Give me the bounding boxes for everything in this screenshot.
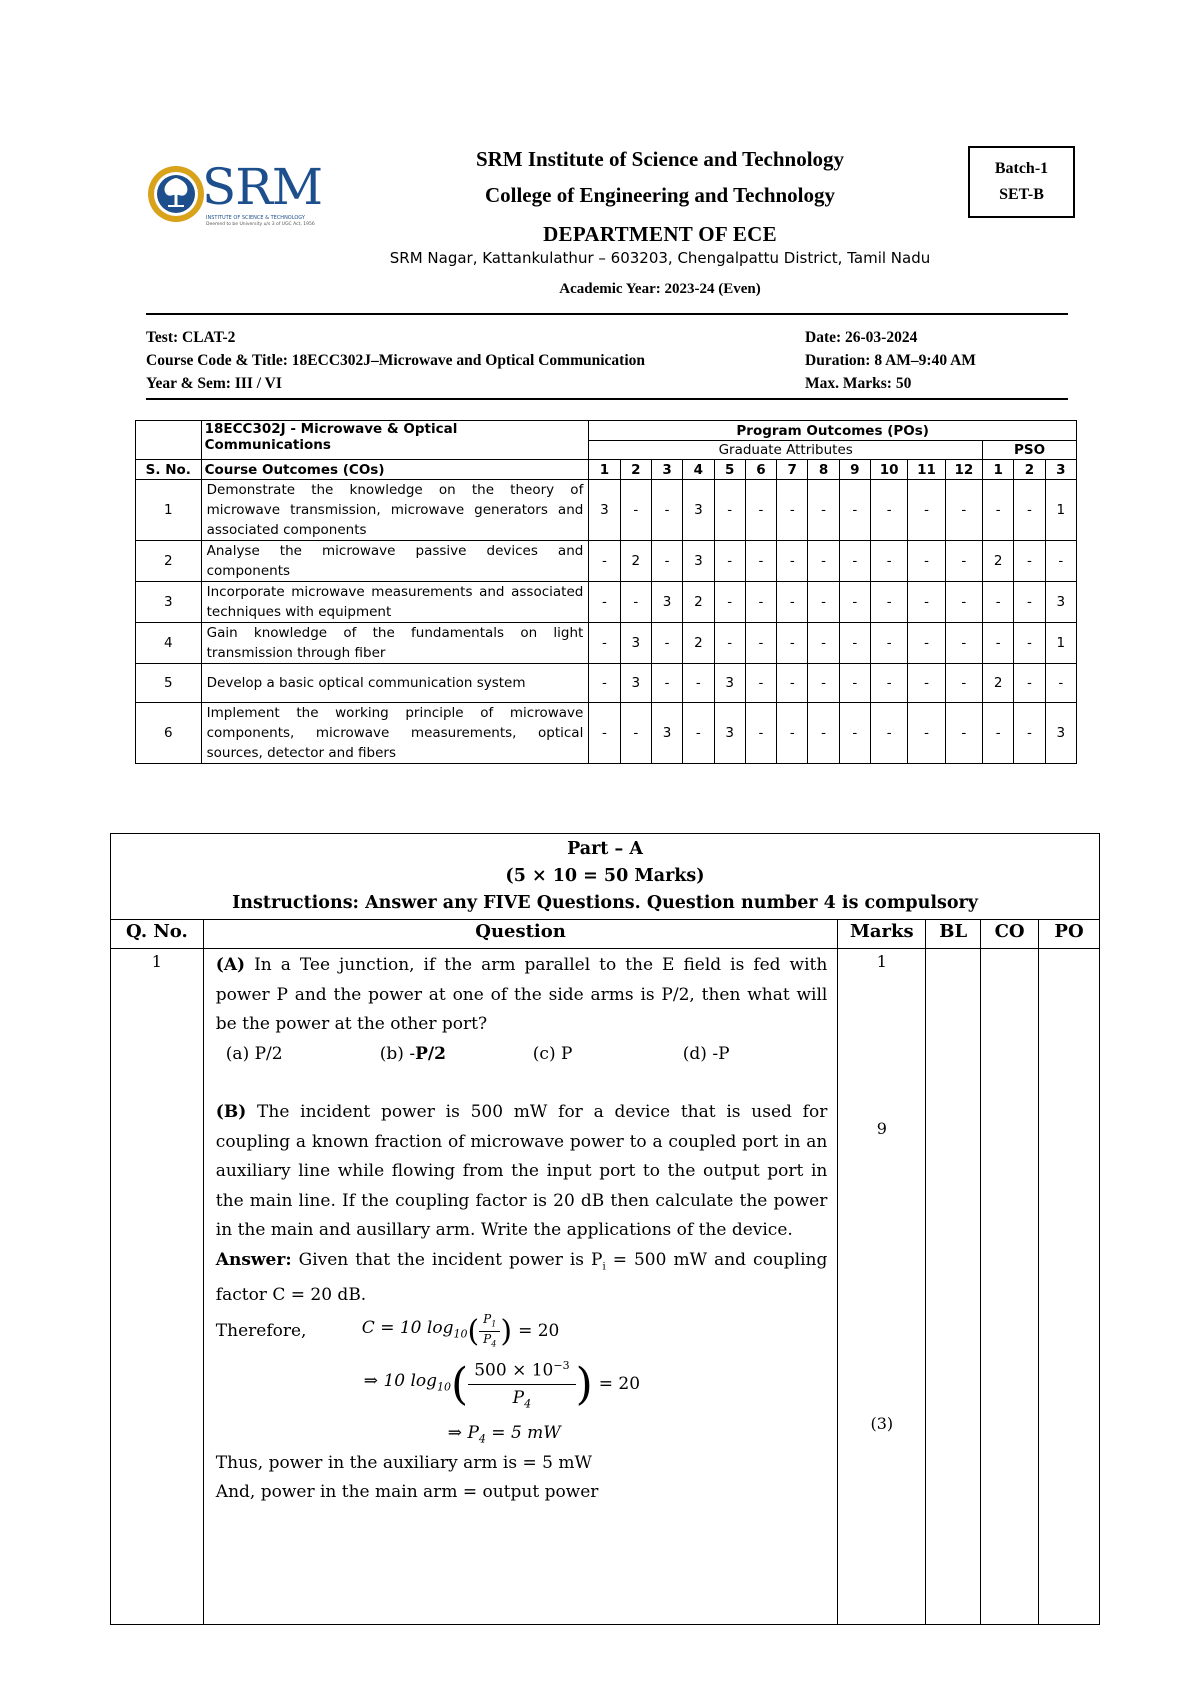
co-po-value: - [983,582,1014,623]
co-po-value: - [745,582,776,623]
option-a: (a) P/2 [225,1043,283,1064]
co-po-value: - [983,623,1014,664]
co-row [136,582,1077,623]
co-course-title: 18ECC302J - Microwave & Optical Communications [201,421,589,460]
eq1-den [483,1332,496,1351]
eq2-den-text: P [512,1387,525,1408]
co-po-value: - [983,480,1014,541]
co-po-value: - [714,582,745,623]
test-duration: Duration: 8 AM–9:40 AM [805,352,976,369]
equation-2 [364,1353,828,1417]
co-po-value: - [908,480,945,541]
co-po-value: - [777,582,808,623]
eq1-den-sub: 4 [491,1339,497,1349]
po-number: 7 [777,460,808,480]
eq1-lhs-text: C = 10 log [361,1318,454,1339]
co-po-value: 3 [1045,582,1076,623]
po-number: 9 [839,460,870,480]
co-po-value: 3 [714,703,745,764]
eq2-lhs-text: ⇒ 10 log [363,1371,438,1392]
po-number: 11 [908,460,945,480]
co-po-value: - [745,623,776,664]
college-name: College of Engineering and Technology [484,183,836,207]
academic-year: Academic Year: 2023-24 (Even) [559,281,761,297]
co-po-value: - [589,582,620,623]
pso-number: 1 [983,460,1014,480]
co-po-value: - [714,480,745,541]
co-po-value: - [1014,541,1045,582]
po-number: 10 [871,460,908,480]
co-sno: 4 [136,623,202,664]
co-row [136,480,1077,541]
co-po-value: - [651,664,682,703]
co-text: Analyse the microwave passive devices and components [201,541,589,582]
answer-text: Given that the incident power is P [291,1249,603,1270]
co-text: Incorporate microwave measurements and associated techniques with equipment [201,582,589,623]
eq2-num-exp: −3 [553,1358,570,1372]
co-sno: 2 [136,541,202,582]
q1b-label: (B) [215,1102,247,1122]
co-po-value: - [777,664,808,703]
address: SRM Nagar, Kattankulathur – 603203, Chengalpattu District, Tamil Nadu [389,249,931,267]
eq1-den-text: P [483,1332,492,1347]
co-po-value: - [620,703,651,764]
co-po-value: - [871,541,908,582]
co-sno: 1 [136,480,202,541]
q1-body [203,949,838,1625]
co-po-value: - [745,664,776,703]
co-po-value: - [777,480,808,541]
answer-line-aux: Thus, power in the auxiliary arm is = 5 mW [215,1452,592,1473]
pso-header: PSO [983,441,1077,460]
test-date: Date: 26-03-2024 [805,329,918,346]
header-rule-bottom [146,398,1068,400]
paren-close: ) [575,1358,593,1410]
eq2-lhs [364,1367,451,1402]
logo-subtext: INSTITUTE OF SCIENCE & TECHNOLOGY [206,215,305,221]
co-po-value: - [651,623,682,664]
eq1-rhs: = 20 [518,1321,560,1342]
eq1-lhs [362,1314,468,1349]
col-bl: BL [926,920,981,949]
po-number: 5 [714,460,745,480]
option-b [380,1040,533,1070]
co-row [136,541,1077,582]
eq2-fraction [468,1353,575,1417]
eq3-lhs: ⇒ P [447,1422,479,1443]
q1a-options [226,1040,828,1070]
col-qno: Q. No. [111,920,204,949]
co-po-value: - [808,664,839,703]
co-text: Demonstrate the knowledge on the theory of microwave transmission, microwave generators and associated components [201,480,589,541]
co-po-value: 3 [714,664,745,703]
blank-cell [136,421,202,460]
po-number: 8 [808,460,839,480]
set-label: SET-B [999,186,1044,203]
co-po-value: - [871,623,908,664]
co-po-value: - [983,703,1014,764]
co-po-value: - [945,541,982,582]
eq1-num [479,1312,500,1332]
po-number: 1 [589,460,620,480]
course-title: Course Code & Title: 18ECC302J–Microwave and Optical Communication [146,352,645,369]
co-po-value: - [908,541,945,582]
co-po-value: 1 [1045,480,1076,541]
co-po-value: - [745,480,776,541]
co-po-value: - [945,703,982,764]
co-po-value: - [589,541,620,582]
option-b-prefix: (b) - [379,1043,416,1064]
co-po-value: 3 [683,541,714,582]
co-po-value: - [871,582,908,623]
equation-1 [216,1311,828,1353]
answer-sub: i [602,1260,606,1272]
co-po-value: - [908,582,945,623]
co-po-value: - [589,623,620,664]
po-number: 6 [745,460,776,480]
year-sem: Year & Sem: III / VI [146,375,282,392]
co-sno: 5 [136,664,202,703]
co-po-value: 3 [651,703,682,764]
co-po-value: - [908,623,945,664]
co-po-value: - [945,582,982,623]
eq3-sub: 4 [478,1432,486,1446]
q1-marks [838,949,926,1625]
co-po-value: - [945,623,982,664]
eq2-rhs: = 20 [598,1374,641,1395]
eq2-num-text: 500 × 10 [474,1360,554,1381]
co-po-value: - [839,664,870,703]
q1b-text [216,1098,828,1246]
co-po-value: - [1014,480,1045,541]
po-number: 4 [683,460,714,480]
batch-label: Batch-1 [994,160,1049,177]
eq1-log-base: 10 [453,1327,468,1341]
co-po-value: 2 [983,664,1014,703]
co-po-value: 2 [983,541,1014,582]
eq1-num-text: P [483,1312,492,1326]
col-marks: Marks [838,920,926,949]
option-b-value: P/2 [415,1043,446,1064]
co-po-value: - [871,703,908,764]
co-text: Implement the working principle of microwave components, microwave measurements, optical sources, detector and fibers [201,703,589,764]
q1-number: 1 [111,949,204,1625]
co-po-value: - [620,582,651,623]
co-text: Gain knowledge of the fundamentals on light transmission through fiber [201,623,589,664]
spacer [216,1069,828,1098]
col-question: Question [203,920,838,949]
co-po-value: - [1014,664,1045,703]
answer-label: Answer: [215,1249,292,1270]
sno-header: S. No. [136,460,202,480]
eq2-num [468,1353,575,1385]
co-po-value: 3 [589,480,620,541]
co-text: Develop a basic optical communication system [201,664,589,703]
q1a-marks: 1 [876,952,887,971]
po-header: Program Outcomes (POs) [589,421,1077,441]
co-po-value: 3 [1045,703,1076,764]
co-sno: 3 [136,582,202,623]
co-po-value: - [839,703,870,764]
co-po-value: 3 [651,582,682,623]
co-po-value: - [714,541,745,582]
batch-set-box [968,146,1075,218]
co-row [136,664,1077,703]
po-number: 12 [945,460,982,480]
q1-partial-marks: (3) [870,1414,894,1433]
co-po-value: - [683,664,714,703]
co-po-value: - [777,703,808,764]
co-po-value: - [808,623,839,664]
pso-number: 3 [1045,460,1076,480]
co-po-value: - [651,480,682,541]
co-po-value: - [745,703,776,764]
q1a-text [216,951,828,1040]
part-a-table [110,833,1100,1625]
co-po-value: - [1014,582,1045,623]
therefore-label: Therefore, [215,1321,307,1342]
co-po-value: - [839,623,870,664]
co-po-value: - [651,541,682,582]
institute-name: SRM Institute of Science and Technology [475,147,845,171]
equation-3 [448,1417,828,1449]
co-po-value: - [683,703,714,764]
test-name: Test: CLAT-2 [146,329,236,346]
co-po-value: - [620,480,651,541]
co-po-value: 2 [683,623,714,664]
co-po-value: 2 [683,582,714,623]
q1b-question: The incident power is 500 mW for a device that is used for coupling a known fraction of microwave power to a coupled port in an auxiliary line while flowing from the input port to the output port in the main line. If the coupling factor is 20 dB then calculate the power in the main and ausillary arm. Write the applications of the device. [215,1102,828,1240]
co-po-value: 2 [620,541,651,582]
co-rows [136,480,1077,764]
co-po-value: - [714,623,745,664]
option-c: (c) P [532,1043,573,1064]
eq2-den-sub: 4 [524,1396,532,1410]
eq2-log-base: 10 [437,1380,452,1394]
co-po-value: 3 [683,480,714,541]
co-po-value: - [1045,664,1076,703]
co-sno: 6 [136,703,202,764]
co-po-value: - [808,541,839,582]
co-po-value: - [839,582,870,623]
co-row [136,703,1077,764]
co-row [136,623,1077,664]
paren-open: ( [467,1313,480,1349]
logo-wordmark: SRM [202,158,323,216]
eq1-num-sub: 1 [491,1319,497,1329]
co-po-value: - [808,703,839,764]
part-a-marks-formula: (5 × 10 = 50 Marks) [505,866,705,886]
co-po-value: - [839,480,870,541]
part-a-instructions: Instructions: Answer any FIVE Questions. Question number 4 is compulsory [232,893,978,913]
paren-open: ( [451,1358,469,1410]
department-name: DEPARTMENT OF ECE [543,222,777,246]
co-po-value: - [1014,623,1045,664]
co-po-value: - [589,703,620,764]
ga-header: Graduate Attributes [589,441,983,460]
co-po-value: - [589,664,620,703]
co-po-value: - [777,623,808,664]
col-po: PO [1039,920,1100,949]
co-po-value: - [871,480,908,541]
part-a-header [111,834,1100,920]
option-d: (d) -P [682,1043,730,1064]
q1b-marks: 9 [876,1119,887,1138]
logo-tagline: Deemed to be University u/s 3 of UGC Act, 1956 [206,222,315,227]
eq3-rhs: = 5 mW [485,1422,561,1443]
co-po-value: - [945,664,982,703]
co-po-value: - [777,541,808,582]
col-co: CO [981,920,1039,949]
max-marks: Max. Marks: 50 [805,375,912,392]
po-number: 2 [620,460,651,480]
answer-text-2: = 500 mW and coupling factor C = 20 dB. [215,1249,828,1306]
q1-po [1039,949,1100,1625]
q1-co [981,949,1039,1625]
co-po-value: - [871,664,908,703]
co-po-value: - [1014,703,1045,764]
co-po-value: 1 [1045,623,1076,664]
header-rule-top [146,313,1068,315]
eq2-den [513,1385,531,1417]
co-po-value: - [839,541,870,582]
co-po-value: - [945,480,982,541]
eq1-fraction [479,1312,500,1352]
co-po-value: - [745,541,776,582]
co-po-value: - [1045,541,1076,582]
course-outcomes-table [135,420,1077,764]
pso-number: 2 [1014,460,1045,480]
co-po-value: 3 [620,623,651,664]
co-po-value: - [908,664,945,703]
co-po-value: 3 [620,664,651,703]
q1-bl [926,949,981,1625]
q1a-label: (A) [215,955,246,975]
q1a-question: In a Tee junction, if the arm parallel to the E field is fed with power P and the power at one of the side arms is P/2, then what will be the power at the other port? [215,955,828,1034]
answer-line-main: And, power in the main arm = output power [215,1482,599,1503]
paren-close: ) [500,1313,513,1349]
part-a-title: Part – A [567,839,643,859]
co-po-value: - [908,703,945,764]
po-number: 3 [651,460,682,480]
co-po-value: - [808,582,839,623]
q1b-answer [216,1246,828,1311]
co-po-value: - [808,480,839,541]
co-header: Course Outcomes (COs) [201,460,589,480]
